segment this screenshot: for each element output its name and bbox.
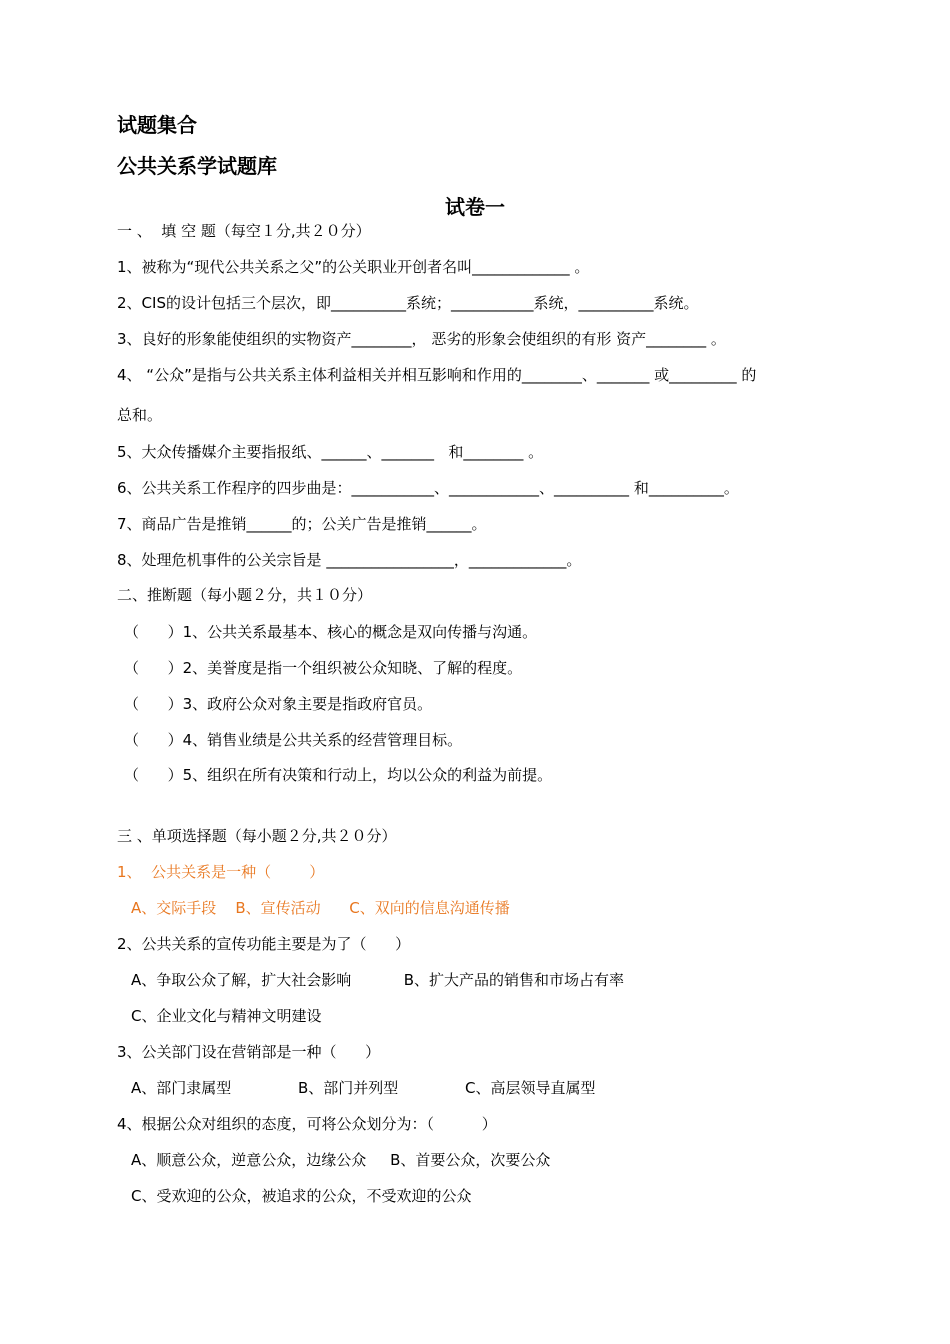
fill-question-8: 8、处理危机事件的公关宗旨是 _________________，_____________。 xyxy=(117,551,582,569)
section2-heading: 二、推断题（每小题２分，共１０分） xyxy=(117,586,373,604)
choice-question-4-options-line1: A、顺意公众，逆意公众，边缘公众 B、首要公众，次要公众 xyxy=(131,1151,551,1169)
choice-question-2-options-line2: C、企业文化与精神文明建设 xyxy=(131,1007,322,1025)
section3-heading: 三 、单项选择题（每小题２分,共２０分） xyxy=(117,827,397,845)
section1-heading: 一 、 填 空 题（每空１分,共２０分） xyxy=(117,222,371,240)
fill-question-2: 2、CIS的设计包括三个层次，即__________系统；___________系统，__________系统。 xyxy=(117,294,699,312)
judge-question-2: （ ）2、美誉度是指一个组织被公众知晓、了解的程度。 xyxy=(124,659,523,677)
fill-question-4-continued: 总和。 xyxy=(117,406,163,424)
choice-question-4: 4、根据公众对组织的态度，可将公众划分为：（ ） xyxy=(117,1115,497,1133)
fill-question-6: 6、公共关系工作程序的四步曲是：___________、____________、__________ 和__________。 xyxy=(117,479,739,497)
fill-question-3: 3、良好的形象能使组织的实物资产________， 恶劣的形象会使组织的有形 资产________ 。 xyxy=(117,330,726,348)
bank-title: 公共关系学试题库 xyxy=(117,154,277,178)
judge-question-3: （ ）3、政府公众对象主要是指政府官员。 xyxy=(124,695,433,713)
choice-question-4-options-line2: C、受欢迎的公众，被追求的公众，不受欢迎的公众 xyxy=(131,1187,472,1205)
choice-question-1-options: A、交际手段 B、宣传活动 C、双向的信息沟通传播 xyxy=(131,899,510,917)
fill-question-7: 7、商品广告是推销______的；公关广告是推销______。 xyxy=(117,515,487,533)
choice-question-1: 1、 公共关系是一种（ ） xyxy=(117,863,325,881)
fill-question-4: 4、 “公众”是指与公共关系主体利益相关并相互影响和作用的________、_______ 或_________ 的 xyxy=(117,366,757,384)
fill-question-1: 1、被称为“现代公共关系之父”的公关职业开创者名叫_____________ 。 xyxy=(117,258,590,276)
paper-title: 试卷一 xyxy=(445,195,505,219)
choice-question-3: 3、公关部门设在营销部是一种（ ） xyxy=(117,1043,381,1061)
choice-question-2-options-line1: A、争取公众了解，扩大社会影响 B、扩大产品的销售和市场占有率 xyxy=(131,971,625,989)
choice-question-2: 2、公共关系的宣传功能主要是为了（ ） xyxy=(117,935,411,953)
fill-question-5: 5、大众传播媒介主要指报纸、______、_______ 和________ 。 xyxy=(117,443,544,461)
collection-title: 试题集合 xyxy=(117,113,197,137)
judge-question-4: （ ）4、销售业绩是公共关系的经营管理目标。 xyxy=(124,731,463,749)
judge-question-1: （ ）1、公共关系最基本、核心的概念是双向传播与沟通。 xyxy=(124,623,538,641)
choice-question-3-options: A、部门隶属型 B、部门并列型 C、高层领导直属型 xyxy=(131,1079,596,1097)
judge-question-5: （ ）5、组织在所有决策和行动上，均以公众的利益为前提。 xyxy=(124,766,553,784)
